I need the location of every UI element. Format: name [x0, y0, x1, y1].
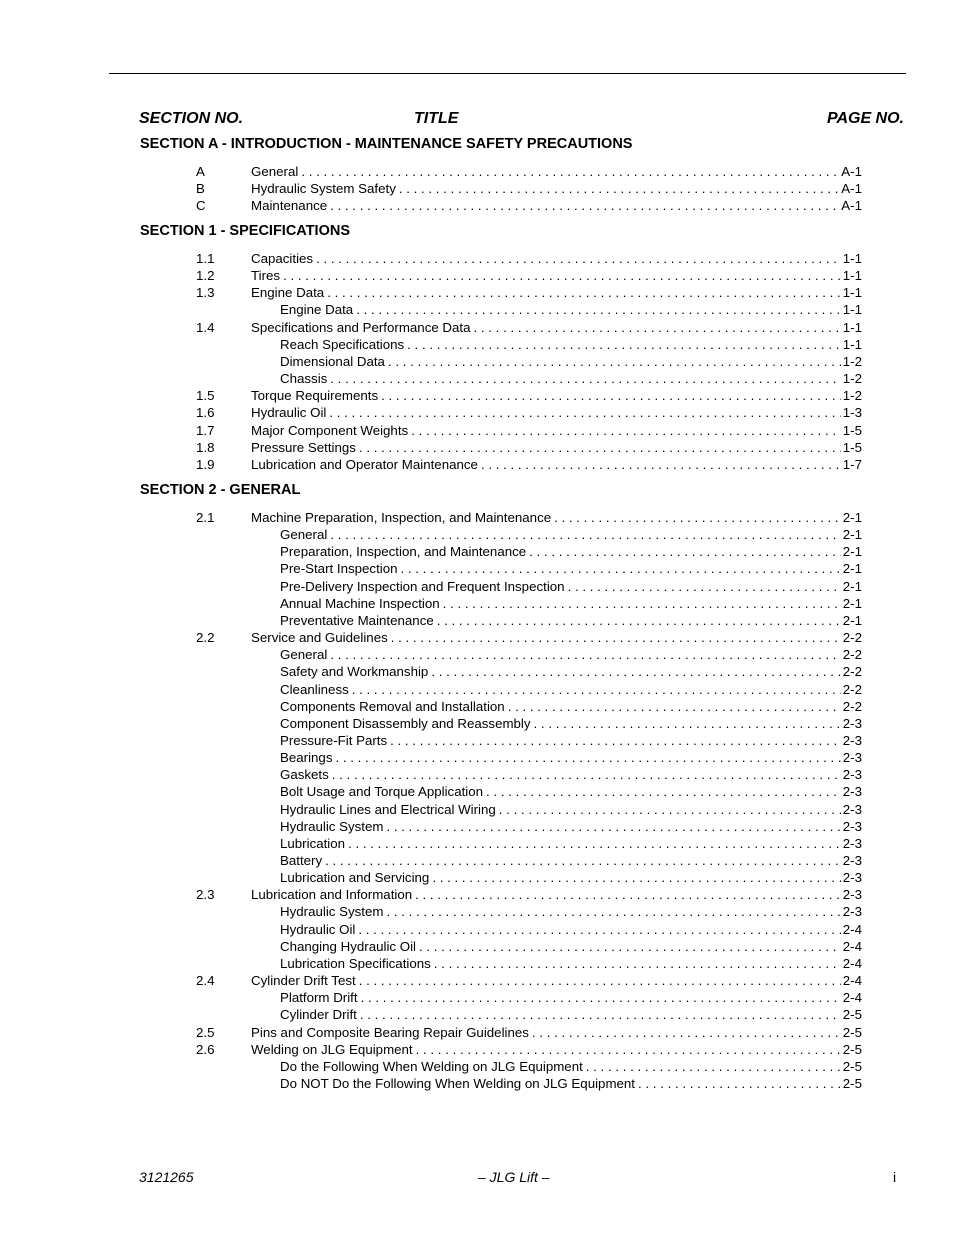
toc-page: A-1	[841, 164, 862, 179]
toc-entry[interactable]	[280, 370, 862, 387]
toc-number: 1.8	[196, 439, 215, 455]
toc-entry[interactable]	[280, 543, 862, 560]
toc-entry[interactable]	[280, 595, 862, 612]
toc-page: 2-5	[842, 1007, 862, 1023]
dot-leader	[330, 370, 840, 387]
toc-title: Bolt Usage and Torque Application	[280, 784, 484, 800]
toc-page: 1-1	[842, 336, 862, 352]
toc-entry[interactable]	[280, 353, 862, 370]
dot-leader	[532, 1024, 841, 1041]
toc-title: General	[251, 164, 299, 179]
dot-leader	[434, 955, 841, 972]
toc-page: 2-3	[842, 715, 862, 731]
toc-entry[interactable]	[280, 921, 862, 938]
toc-number: 1.3	[196, 285, 215, 301]
toc-title: General	[280, 647, 328, 663]
toc-title: Component Disassembly and Reassembly	[280, 715, 531, 731]
toc-number: A	[196, 164, 205, 179]
dot-leader	[283, 267, 841, 284]
toc-title: Hydraulic System Safety	[251, 181, 396, 197]
toc-page: 2-3	[842, 904, 862, 920]
footer-doc-number: 3121265	[139, 1169, 194, 1185]
dot-leader	[386, 903, 840, 920]
toc-title: Specifications and Performance Data	[251, 319, 471, 335]
toc-page: 2-5	[842, 1075, 862, 1091]
dot-leader	[391, 629, 841, 646]
toc-number: 1.2	[196, 268, 215, 284]
toc-title: Tires	[251, 268, 281, 284]
toc-title: Chassis	[280, 371, 328, 387]
section-heading: SECTION 2 - GENERAL	[140, 482, 301, 498]
dot-leader	[586, 1058, 841, 1075]
header-rule	[109, 73, 906, 74]
toc-page: 1-7	[842, 456, 862, 472]
toc-page: 1-5	[842, 439, 862, 455]
toc-title: Pre-Start Inspection	[280, 561, 398, 577]
toc-page: 2-1	[842, 612, 862, 628]
toc-page: 2-3	[842, 870, 862, 886]
toc-page: 1-2	[842, 371, 862, 387]
toc-entry[interactable]	[251, 180, 862, 197]
toc-page: 1-5	[842, 422, 862, 438]
section-heading: SECTION 1 - SPECIFICATIONS	[140, 223, 351, 239]
toc-title: Engine Data	[251, 285, 325, 301]
dot-leader	[386, 818, 840, 835]
toc-page: 2-3	[842, 750, 862, 766]
toc-entry[interactable]	[280, 1058, 862, 1075]
toc-title: Lubrication	[280, 835, 346, 851]
toc-page: A-1	[841, 198, 862, 214]
toc-title: Maintenance	[251, 198, 328, 214]
toc-entry[interactable]	[280, 560, 862, 577]
toc-title: Pre-Delivery Inspection and Frequent Inspection	[280, 578, 565, 594]
toc-entry[interactable]	[280, 646, 862, 663]
dot-leader	[359, 972, 841, 989]
toc-entry[interactable]	[280, 852, 862, 869]
dot-leader	[401, 560, 841, 577]
dot-leader	[432, 869, 840, 886]
dot-leader	[348, 835, 841, 852]
toc-page: 2-5	[842, 1024, 862, 1040]
toc-title: Platform Drift	[280, 990, 358, 1006]
toc-title: Service and Guidelines	[251, 630, 388, 646]
toc-page: 1-1	[842, 268, 862, 284]
toc-title: Changing Hydraulic Oil	[280, 938, 416, 954]
dot-leader	[361, 989, 841, 1006]
toc-page: 2-3	[842, 732, 862, 748]
toc-page: 1-2	[842, 388, 862, 404]
toc-number: 1.6	[196, 405, 215, 421]
toc-title: Pins and Composite Bearing Repair Guidelines	[251, 1024, 529, 1040]
dot-leader	[335, 749, 840, 766]
toc-title: Major Component Weights	[251, 422, 409, 438]
toc-entry[interactable]	[280, 835, 862, 852]
toc-title: Cylinder Drift	[280, 1007, 357, 1023]
toc-title: Lubrication and Information	[251, 887, 413, 903]
toc-entry[interactable]	[280, 766, 862, 783]
section-heading: SECTION A - INTRODUCTION - MAINTENANCE SAFETY PRECAUTIONS	[140, 136, 633, 152]
toc-entry[interactable]	[280, 801, 862, 818]
dot-leader	[316, 250, 841, 267]
toc-title: Hydraulic System	[280, 904, 384, 920]
toc-title: Safety and Workmanship	[280, 664, 429, 680]
toc-entry[interactable]	[280, 938, 862, 955]
toc-title: Components Removal and Installation	[280, 698, 505, 714]
dot-leader	[359, 439, 841, 456]
dot-leader	[411, 422, 841, 439]
toc-entry[interactable]	[251, 319, 862, 336]
toc-entry[interactable]	[251, 250, 862, 267]
toc-title: Preparation, Inspection, and Maintenance	[280, 544, 527, 560]
toc-entry[interactable]	[280, 663, 862, 680]
toc-entry[interactable]	[251, 387, 862, 404]
toc-title: Lubrication Specifications	[280, 955, 431, 971]
col-head-section: SECTION NO.	[139, 110, 244, 127]
toc-entry[interactable]	[280, 732, 862, 749]
toc-entry[interactable]	[280, 1006, 862, 1023]
dot-leader	[554, 509, 841, 526]
dot-leader	[499, 801, 841, 818]
dot-leader	[407, 336, 841, 353]
toc-page: 1-3	[842, 405, 862, 421]
toc-page: 2-2	[842, 698, 862, 714]
toc-title: Bearings	[280, 750, 333, 766]
toc-entry[interactable]	[280, 578, 862, 595]
dot-leader	[481, 456, 841, 473]
toc-entry[interactable]	[280, 681, 862, 698]
toc-page: 1-1	[842, 302, 862, 318]
toc-page: 2-1	[842, 561, 862, 577]
toc-title: Preventative Maintenance	[280, 612, 434, 628]
toc-page: 2-5	[842, 1041, 862, 1057]
toc-title: Annual Machine Inspection	[280, 595, 440, 611]
toc-page: 2-1	[842, 544, 862, 560]
toc-page: 2-3	[842, 835, 862, 851]
toc-page: 1-1	[842, 251, 862, 266]
toc-entry[interactable]	[251, 1024, 862, 1041]
toc-title: Do NOT Do the Following When Welding on JLG Equipment	[280, 1075, 636, 1091]
toc-page: 2-4	[842, 938, 862, 954]
dot-leader	[638, 1075, 841, 1092]
toc-page: 2-1	[842, 527, 862, 543]
footer-center: – JLG Lift –	[478, 1169, 550, 1185]
toc-number: 2.6	[196, 1041, 215, 1057]
toc-title: Pressure Settings	[251, 439, 356, 455]
toc-number: B	[196, 181, 205, 197]
toc-page: 1-2	[842, 353, 862, 369]
toc-page: 2-3	[842, 887, 862, 903]
toc-title: Reach Specifications	[280, 336, 405, 352]
col-head-page: PAGE NO.	[826, 110, 904, 127]
toc-number: 1.1	[196, 251, 215, 266]
toc-title: Pressure-Fit Parts	[280, 732, 388, 748]
toc-entry[interactable]	[251, 456, 862, 473]
toc-page: 2-2	[842, 681, 862, 697]
toc-entry[interactable]	[251, 197, 862, 214]
toc-entry[interactable]	[251, 439, 862, 456]
toc-title: Engine Data	[280, 302, 354, 318]
dot-leader	[330, 197, 839, 214]
toc-number: 1.9	[196, 456, 215, 472]
toc-entry[interactable]	[280, 698, 862, 715]
dot-leader	[330, 646, 840, 663]
toc-page: 2-2	[842, 630, 862, 646]
toc-entry[interactable]	[280, 715, 862, 732]
toc-title: Welding on JLG Equipment	[251, 1041, 413, 1057]
toc-page: 2-1	[842, 510, 862, 525]
toc-title: Battery	[280, 853, 323, 868]
footer-page-number: i	[893, 1169, 897, 1185]
toc-entry[interactable]	[251, 972, 862, 989]
toc-page: 2-3	[842, 853, 862, 868]
toc-page: 2-1	[842, 578, 862, 594]
dot-leader	[325, 852, 841, 869]
toc-title: Hydraulic Oil	[251, 405, 327, 421]
toc-page: 1-1	[842, 285, 862, 301]
toc-page: 2-4	[842, 955, 862, 971]
toc-entry[interactable]	[251, 404, 862, 421]
toc-page: 2-1	[842, 595, 862, 611]
dot-leader	[381, 387, 841, 404]
toc-page: 2-4	[842, 973, 862, 989]
dot-leader	[474, 319, 841, 336]
toc-title: Dimensional Data	[280, 353, 385, 369]
toc-title: Hydraulic Oil	[280, 921, 356, 937]
dot-leader	[437, 612, 841, 629]
dot-leader	[327, 284, 841, 301]
toc-entry[interactable]	[280, 869, 862, 886]
toc-entry[interactable]	[280, 903, 862, 920]
dot-leader	[443, 595, 841, 612]
toc-number: 2.3	[196, 887, 215, 903]
toc-title: General	[280, 527, 328, 543]
dot-leader	[329, 404, 840, 421]
toc-entry[interactable]	[251, 886, 862, 903]
toc-entry[interactable]	[280, 783, 862, 800]
dot-leader	[534, 715, 841, 732]
dot-leader	[356, 301, 841, 318]
dot-leader	[360, 1006, 841, 1023]
toc-page: 1-1	[842, 319, 862, 335]
toc-entry[interactable]	[280, 955, 862, 972]
dot-leader	[388, 353, 841, 370]
toc-title: Lubrication and Operator Maintenance	[251, 456, 478, 472]
dot-leader	[390, 732, 841, 749]
toc-number: 2.1	[196, 510, 215, 525]
dot-leader	[332, 766, 841, 783]
toc-title: Hydraulic System	[280, 818, 384, 834]
toc-title: Cleanliness	[280, 681, 349, 697]
toc-title: Hydraulic Lines and Electrical Wiring	[280, 801, 496, 817]
toc-number: 2.2	[196, 630, 215, 646]
dot-leader	[415, 886, 841, 903]
dot-leader	[431, 663, 840, 680]
toc-number: 2.4	[196, 973, 215, 989]
dot-leader	[486, 783, 841, 800]
toc-entry[interactable]	[251, 1041, 862, 1058]
toc-entry[interactable]	[280, 989, 862, 1006]
toc-entry[interactable]	[251, 163, 862, 180]
toc-number: 1.7	[196, 422, 215, 438]
dot-leader	[399, 180, 839, 197]
dot-leader	[419, 938, 841, 955]
dot-leader	[358, 921, 840, 938]
toc-title: Do the Following When Welding on JLG Equipment	[280, 1058, 583, 1074]
toc-page: 2-3	[842, 818, 862, 834]
toc-number: 1.5	[196, 388, 215, 404]
toc-page: 2-3	[842, 784, 862, 800]
dot-leader	[330, 526, 840, 543]
dot-leader	[301, 163, 839, 180]
toc-title: Lubrication and Servicing	[280, 870, 430, 886]
toc-title: Gaskets	[280, 767, 329, 783]
toc-entry[interactable]	[280, 526, 862, 543]
toc-page: 2-4	[842, 990, 862, 1006]
dot-leader	[416, 1041, 841, 1058]
toc-number: 1.4	[196, 319, 215, 335]
toc-entry[interactable]	[280, 301, 862, 318]
dot-leader	[529, 543, 841, 560]
toc-title: Capacities	[251, 251, 314, 266]
toc-entry[interactable]	[251, 629, 862, 646]
toc-entry[interactable]	[280, 612, 862, 629]
toc-entry[interactable]	[251, 422, 862, 439]
toc-page: 2-2	[842, 647, 862, 663]
toc-title: Cylinder Drift Test	[251, 973, 356, 989]
toc-page: 2-2	[842, 664, 862, 680]
toc-page: 2-3	[842, 767, 862, 783]
toc-entry[interactable]	[280, 749, 862, 766]
toc-entry[interactable]	[280, 1075, 862, 1092]
dot-leader	[508, 698, 841, 715]
toc-entry[interactable]	[251, 509, 862, 526]
toc-title: Machine Preparation, Inspection, and Maintenance	[251, 510, 552, 525]
toc-page: 2-4	[842, 921, 862, 937]
toc-entry[interactable]	[251, 284, 862, 301]
toc-page: 2-5	[842, 1058, 862, 1074]
col-head-title: TITLE	[414, 110, 459, 127]
toc-entry[interactable]	[280, 818, 862, 835]
toc-entry[interactable]	[280, 336, 862, 353]
toc-number: C	[196, 198, 206, 214]
toc-title: Torque Requirements	[251, 388, 379, 404]
toc-page: 2-3	[842, 801, 862, 817]
toc-number: 2.5	[196, 1024, 215, 1040]
dot-leader	[568, 578, 841, 595]
toc-page: A-1	[841, 181, 862, 197]
dot-leader	[352, 681, 841, 698]
toc-entry[interactable]	[251, 267, 862, 284]
